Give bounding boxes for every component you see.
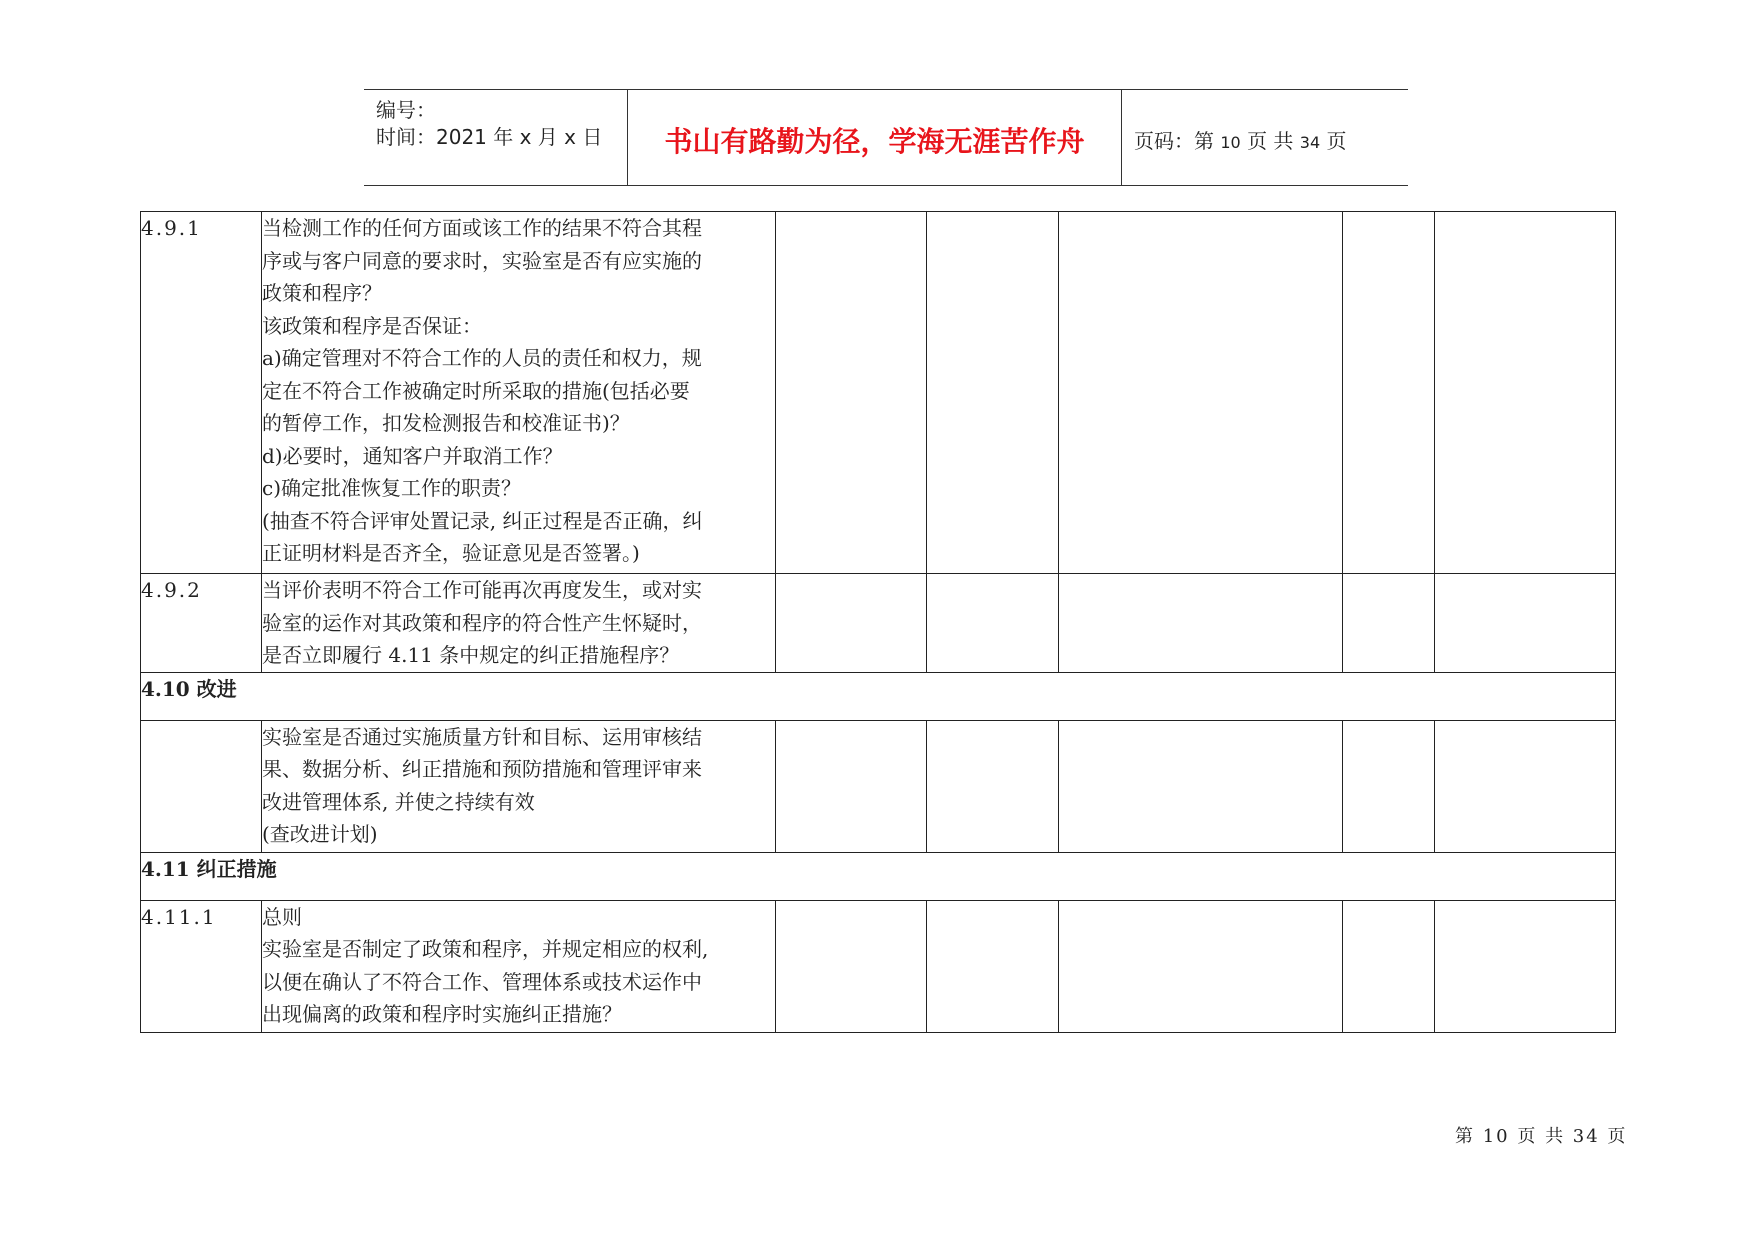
document-time-label: 时间：2021 年 x 月 x 日 <box>376 125 603 149</box>
header-page-cell <box>1122 90 1408 185</box>
clause-text <box>262 212 776 574</box>
text-line: 定在不符合工作被确定时所采取的措施(包括必要 <box>262 378 690 403</box>
table-row-4-11-1 <box>141 900 1616 1032</box>
result-cell[interactable] <box>1059 900 1343 1032</box>
page-header <box>364 89 1408 186</box>
section-title: 4.11 纠正措施 <box>141 852 1616 900</box>
checklist-table <box>140 211 1616 1033</box>
document-number-label: 编号： <box>376 98 436 122</box>
text-line: 正证明材料是否齐全，验证意见是否签署。) <box>262 541 640 565</box>
section-title: 4.10 改进 <box>141 672 1616 720</box>
text-line: 果、数据分析、纠正措施和预防措施和管理评审来 <box>262 757 702 781</box>
header-motto: 书山有路勤为径，学海无涯苦作舟 <box>664 125 1085 158</box>
text-line: d)必要时，通知客户并取消工作？ <box>262 443 563 468</box>
section-row-4-11 <box>141 852 1616 900</box>
page-current: 10 <box>1220 133 1241 152</box>
text-line: 实验室是否制定了政策和程序，并规定相应的权利, <box>262 937 709 961</box>
text-line: (抽查不符合评审处置记录, 纠正过程是否正确，纠 <box>262 508 703 533</box>
clause-text <box>262 900 776 1032</box>
page-footer: 第 10 页 共 34 页 <box>1455 1126 1628 1147</box>
page-suffix: 页 <box>1326 129 1347 153</box>
result-cell[interactable] <box>1343 212 1435 574</box>
table-row-4-10 <box>141 720 1616 852</box>
text-line: 出现偏离的政策和程序时实施纠正措施？ <box>262 1002 622 1026</box>
text-line: 政策和程序？ <box>262 281 382 305</box>
clause-code: 4.9.2 <box>141 574 262 673</box>
result-cell[interactable] <box>1059 720 1343 852</box>
result-cell[interactable] <box>776 212 927 574</box>
result-cell[interactable] <box>776 720 927 852</box>
text-line: 总则 <box>262 904 302 929</box>
header-meta-cell <box>364 90 628 185</box>
result-cell[interactable] <box>927 900 1059 1032</box>
result-cell[interactable] <box>1059 574 1343 673</box>
section-row-4-10 <box>141 672 1616 720</box>
result-cell[interactable] <box>776 900 927 1032</box>
text-line: 该政策和程序是否保证： <box>262 313 482 338</box>
text-line: 实验室是否通过实施质量方针和目标、运用审核结 <box>262 724 702 749</box>
page-total: 34 <box>1299 133 1321 152</box>
clause-code: 4.9.1 <box>141 212 262 574</box>
result-cell[interactable] <box>1435 212 1616 574</box>
table-row-4-9-1 <box>141 212 1616 574</box>
text-line: 当检测工作的任何方面或该工作的结果不符合其程 <box>262 216 702 240</box>
text-line: 当评价表明不符合工作可能再次再度发生，或对实 <box>262 578 702 602</box>
result-cell[interactable] <box>1435 720 1616 852</box>
clause-code <box>141 720 262 852</box>
page-prefix: 页码：第 <box>1134 129 1214 153</box>
result-cell[interactable] <box>776 574 927 673</box>
text-line: 序或与客户同意的要求时，实验室是否有应实施的 <box>262 248 702 273</box>
result-cell[interactable] <box>1435 900 1616 1032</box>
text-line: (查改进计划) <box>262 822 378 846</box>
page-mid: 页 共 <box>1247 129 1294 153</box>
clause-code: 4.11.1 <box>141 900 262 1032</box>
result-cell[interactable] <box>927 212 1059 574</box>
text-line: 验室的运作对其政策和程序的符合性产生怀疑时， <box>262 610 702 635</box>
result-cell[interactable] <box>1343 900 1435 1032</box>
header-page-info <box>1134 125 1347 154</box>
text-line: 改进管理体系, 并使之持续有效 <box>262 789 535 814</box>
result-cell[interactable] <box>1435 574 1616 673</box>
result-cell[interactable] <box>1343 574 1435 673</box>
result-cell[interactable] <box>927 720 1059 852</box>
clause-text <box>262 720 776 852</box>
clause-text <box>262 574 776 673</box>
result-cell[interactable] <box>1343 720 1435 852</box>
result-cell[interactable] <box>927 574 1059 673</box>
text-line: 是否立即履行 4.11 条中规定的纠正措施程序？ <box>262 643 680 667</box>
text-line: c)确定批准恢复工作的职责？ <box>262 476 522 500</box>
header-motto-cell <box>628 90 1122 185</box>
result-cell[interactable] <box>1059 212 1343 574</box>
text-line: 的暂停工作，扣发检测报告和校准证书)？ <box>262 411 630 435</box>
table-row-4-9-2 <box>141 574 1616 673</box>
text-line: a)确定管理对不符合工作的人员的责任和权力，规 <box>262 346 702 370</box>
text-line: 以便在确认了不符合工作、管理体系或技术运作中 <box>262 969 702 994</box>
